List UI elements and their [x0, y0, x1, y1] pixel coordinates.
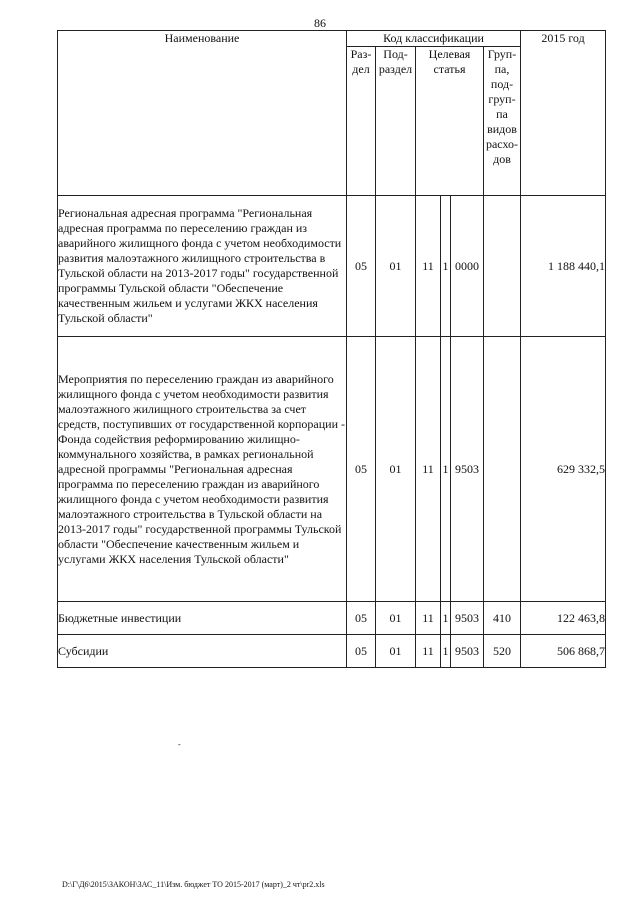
row-amount: 629 332,5	[521, 337, 606, 602]
row-article-code: 9503	[451, 602, 484, 635]
row-article-subprogram: 1	[441, 635, 451, 668]
row-subsection: 01	[376, 602, 416, 635]
row-subsection: 01	[376, 337, 416, 602]
table-row	[58, 337, 606, 602]
header-target-article: Целевая статья	[416, 47, 484, 196]
header-year: 2015 год	[521, 31, 606, 196]
row-article-subprogram: 1	[441, 337, 451, 602]
row-section: 05	[347, 196, 376, 337]
row-article-subprogram: 1	[441, 602, 451, 635]
row-name: Мероприятия по переселению граждан из аварийного жилищного фонда с учетом необходимости развития малоэтажного жилищного строительства за счет средств, поступивших от государственной корпорации - Фонда содействия реформированию жилищно-коммунального хозяйства, в рамках региональной адресной программы "Региональная адресная программа по переселению граждан из аварийного жилищного фонда с учетом необходимости развития малоэтажного строительства в Тульской области на 2013-2017 годы" государственной программы Тульской области "Обеспечение качественным жильем и услугами ЖКХ населения Тульской области"	[58, 337, 347, 602]
row-group	[484, 196, 521, 337]
table-row	[58, 196, 606, 337]
row-section: 05	[347, 635, 376, 668]
row-article-code: 9503	[451, 337, 484, 602]
table-row	[58, 635, 606, 668]
table-row	[58, 602, 606, 635]
row-subsection: 01	[376, 196, 416, 337]
row-name: Региональная адресная программа "Региональная адресная программа по переселению граждан из аварийного жилищного фонда с учетом необходимости развития малоэтажного жилищного строительства в Тульской области на 2013-2017 годы" государственной программы Тульской области "Обеспечение качественным жильем и услугами ЖКХ населения Тульской области"	[58, 196, 347, 337]
row-article-program: 11	[416, 196, 441, 337]
row-article-program: 11	[416, 337, 441, 602]
header-name: Наименование	[58, 31, 347, 196]
row-amount: 1 188 440,1	[521, 196, 606, 337]
file-path-footer: D:\Г\Д6\2015\ЗАКОН\ЗАС_11\Изм. бюджет ТО 2015-2017 (март)_2 чт\pr2.xls	[62, 880, 325, 889]
row-amount: 122 463,8	[521, 602, 606, 635]
row-group: 520	[484, 635, 521, 668]
header-group: Груп- па, под- груп- па видов расхо- дов	[484, 47, 521, 196]
header-section: Раз- дел	[347, 47, 376, 196]
row-article-code: 9503	[451, 635, 484, 668]
row-article-program: 11	[416, 635, 441, 668]
header-classification: Код классификации	[347, 31, 521, 47]
row-subsection: 01	[376, 635, 416, 668]
row-group	[484, 337, 521, 602]
row-section: 05	[347, 602, 376, 635]
header-subsection: Под- раздел	[376, 47, 416, 196]
page-number: 86	[314, 16, 326, 30]
row-name: Субсидии	[58, 635, 347, 668]
stray-mark: -	[178, 740, 181, 749]
row-amount: 506 868,7	[521, 635, 606, 668]
row-article-program: 11	[416, 602, 441, 635]
row-section: 05	[347, 337, 376, 602]
row-article-subprogram: 1	[441, 196, 451, 337]
row-group: 410	[484, 602, 521, 635]
row-name: Бюджетные инвестиции	[58, 602, 347, 635]
row-article-code: 0000	[451, 196, 484, 337]
budget-table	[57, 30, 606, 668]
